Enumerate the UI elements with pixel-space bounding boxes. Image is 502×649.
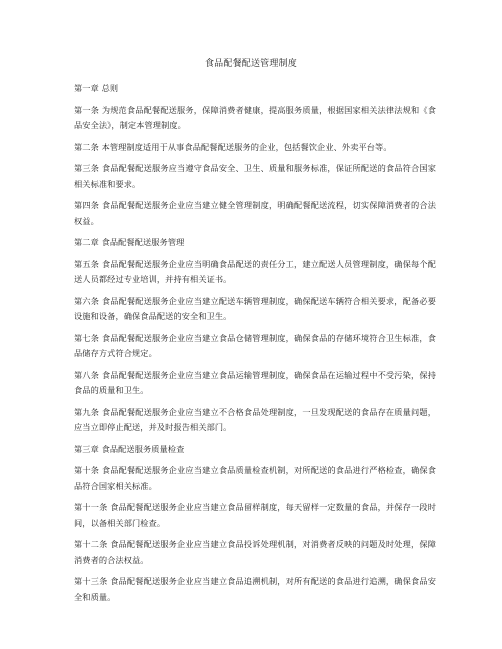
document-body (74, 81, 436, 611)
article-paragraph: 第四条 食品配餐配送服务企业应当建立健全管理制度，明确配餐配送流程，切实保障消费者的合法权益。 (74, 200, 436, 226)
chapter-heading: 第一章 总则 (74, 83, 119, 93)
chapter-heading: 第三章 食品配送服务质量检查 (74, 443, 185, 454)
article-paragraph: 第六条 食品配餐配送服务企业应当建立配送车辆管理制度，确保配送车辆符合相关要求，配备必要设施和设备，确保食品配送的安全和卫生。 (74, 295, 436, 321)
article-paragraph: 第二条 本管理制度适用于从事食品配餐配送服务的企业，包括餐饮企业、外卖平台等。 (74, 141, 392, 152)
article-paragraph: 第七条 食品配餐配送服务企业应当建立食品仓储管理制度，确保食品的存储环境符合卫生标准，食品储存方式符合规定。 (74, 332, 436, 358)
document-title: 食品配餐配送管理制度 (204, 59, 297, 69)
article-paragraph: 第十一条 食品配餐配送服务企业应当建立食品留样制度，每天留样一定数量的食品，并保存一段时间，以备相关部门检查。 (74, 502, 436, 528)
article-paragraph: 第九条 食品配餐配送服务企业应当建立不合格食品处理制度，一旦发现配送的食品存在质量问题，应当立即停止配送，并及时报告相关部门。 (74, 406, 436, 432)
article-paragraph: 第八条 食品配餐配送服务企业应当建立食品运输管理制度，确保食品在运输过程中不受污染，保持食品的质量和卫生。 (74, 369, 436, 395)
chapter-heading: 第二章 食品配餐配送服务管理 (74, 237, 185, 247)
article-paragraph: 第三条 食品配餐配送服务应当遵守食品安全、卫生、质量和服务标准，保证所配送的食品符合国家相关标准和要求。 (74, 163, 436, 189)
article-paragraph: 第十三条 食品配餐配送服务企业应当建立食品追溯机制，对所有配送的食品进行追溯，确保食品安全和质量。 (74, 576, 436, 602)
article-paragraph: 第五条 食品配餐配送服务企业应当明确食品配送的责任分工，建立配送人员管理制度，确保每个配送人员都经过专业培训，并持有相关证书。 (74, 258, 436, 284)
article-paragraph: 第一条 为规范食品配餐配送服务，保障消费者健康，提高服务质量，根据国家相关法律法规和《食品安全法》，制定本管理制度。 (74, 104, 436, 130)
article-paragraph: 第十条 食品配餐配送服务企业应当建立食品质量检查机制，对所配送的食品进行严格检查，确保食品符合国家相关标准。 (74, 465, 436, 491)
article-paragraph: 第十二条 食品配餐配送服务企业应当建立食品投诉处理机制，对消费者反映的问题及时处理，保障消费者的合法权益。 (74, 539, 436, 565)
